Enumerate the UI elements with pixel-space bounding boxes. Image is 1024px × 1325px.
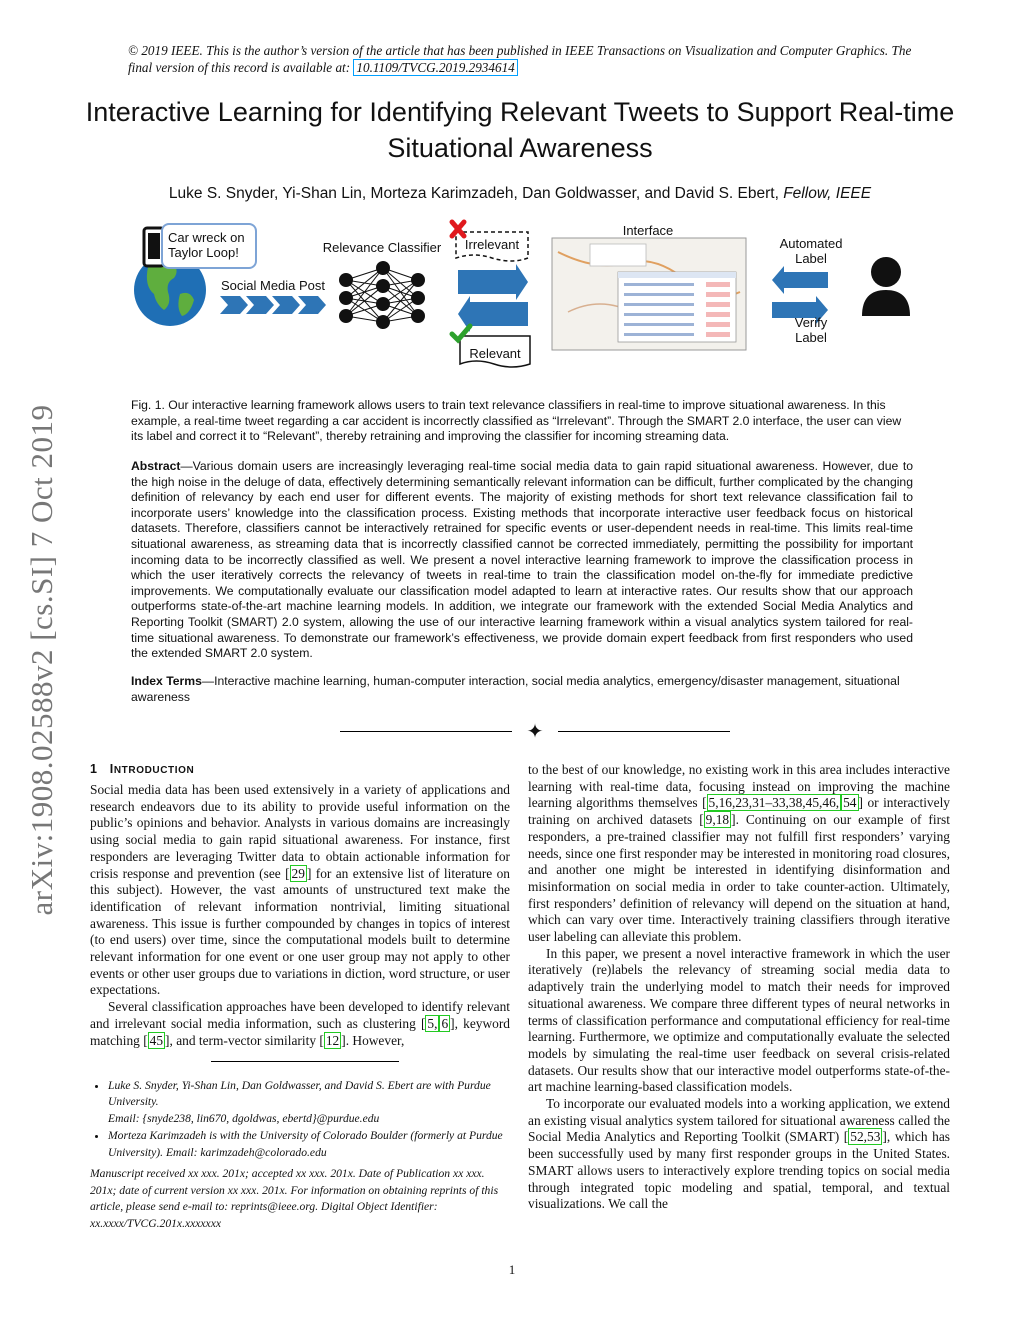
- citation-link[interactable]: 29: [291, 865, 305, 881]
- abstract: [131, 459, 913, 662]
- affiliation-footnotes: [90, 1078, 510, 1162]
- footnote-item: • Luke S. Snyder, Yi-Shan Lin, Dan Goldwasser, and David S. Ebert are with Purdue University. Email: {snyde238, lin670, dgoldwas, ebertd}@purdue.edu: [108, 1078, 510, 1127]
- divider-line-right: [558, 731, 730, 732]
- intro-paragraph-4: In this paper, we present a novel interactive framework in which the user iteratively (re)labels the relevancy of streaming social media data to adaptively train the underlying model to match their needs for improved situational awareness. We compare three different types of neural networks in terms of classification performance and computational efficiency for real-time learning. Furthermore, we optimize and computationally evaluate the selected models by simulating the real-time user feedback on several crisis-related datasets. Our results show that our interactive model outperforms state-of-the-art machine learning-based classification models.: [528, 945, 950, 1095]
- citation-link[interactable]: 6: [441, 1015, 449, 1031]
- author-list: [60, 185, 980, 203]
- section-heading: 1 INTRODUCTION: [90, 762, 195, 776]
- intro-paragraph-1: Social media data has been used extensively in a variety of applications and research endeavors due to its ability to provide useful information on the public’s opinions and behavior. Analysts in various domains are increasingly using social media to gain rapid situational awareness. For instance, first responders are leveraging Twitter data to obtain actionable information for crisis response and prevention (see [ 29 ] for an extensive list of literature on this subject). However, the vast amounts of unstructured text make the identification of relevant information nontrivial, limiting situational awareness. This issue is further compounded by changes in topics of interest (to end users) over time, since the computational models built to determine relevant information for one event or one user group may not apply to other events or other user groups due to variations in diction, word structure, or user expectations.: [90, 782, 510, 998]
- tweet-text: Car wreck on Taylor Loop!: [168, 230, 245, 260]
- automated-label-text: Automated Label: [779, 236, 843, 266]
- index-terms: [131, 674, 913, 705]
- citation-link[interactable]: 52,53: [850, 1129, 881, 1145]
- neural-network-icon: [339, 261, 425, 329]
- intro-paragraph-2: Several classification approaches have been developed to identify relevant and irrelevant social media information, such as clustering [ 5, 6 ], keyword matching [ 45 ], and term-vector similarity [ 12 ]. However,: [90, 999, 510, 1048]
- copyright-text: © 2019 IEEE. This is the author’s version of the article that has been published in IEEE Transactions on Visualization and Computer Graphics. The final version of this record is available at:: [128, 43, 912, 75]
- section-divider: [340, 719, 730, 743]
- left-column: [90, 762, 510, 1049]
- citation-link[interactable]: 5,: [427, 1015, 438, 1031]
- user-icon: [862, 257, 910, 316]
- arxiv-stamp: [18, 380, 66, 940]
- arxiv-stamp-text: arXiv:1908.02588v2 [cs.SI] 7 Oct 2019: [24, 404, 59, 916]
- citation-link[interactable]: 5,16,23,31–33,38,45,46,: [708, 795, 840, 811]
- relevant-label: Relevant: [469, 346, 521, 361]
- footnote-item: • Morteza Karimzadeh is with the University of Colorado Boulder (formerly at Purdue University). Email: karimzadeh@colorado.edu: [108, 1128, 510, 1161]
- page-number: 1: [508, 1262, 516, 1277]
- index-terms-text: —Interactive machine learning, human-computer interaction, social media analytics, emergency/disaster management, situational awareness: [131, 674, 900, 704]
- interface-label: Interface: [622, 223, 674, 238]
- citation-link[interactable]: 45: [149, 1032, 164, 1048]
- right-column: [528, 762, 950, 1213]
- irrelevant-label: Irrelevant: [464, 237, 520, 252]
- footnote-rule: [211, 1061, 399, 1062]
- doi-link[interactable]: 10.1109/TVCG.2019.2934614: [353, 59, 517, 76]
- social-media-post-label: Social Media Post: [220, 278, 326, 293]
- figure-caption: Fig. 1. Our interactive learning framework allows users to train text relevance classifiers in real-time to improve situational awareness. In this example, a real-time tweet regarding a car accident is incorrectly classified as “Irrelevant”. Through the SMART 2.0 interface, the user can view its label and correct it to “Relevant”, thereby retraining and improving the classifier for incoming streaming data.: [131, 398, 902, 443]
- citation-link[interactable]: 54: [843, 795, 857, 811]
- authors-names: Luke S. Snyder, Yi-Shan Lin, Morteza Karimzadeh, Dan Goldwasser, and David S. Ebert,: [168, 185, 779, 202]
- divider-line-left: [340, 731, 512, 732]
- arrow-automated-label: [772, 266, 828, 294]
- copyright-notice: [128, 42, 918, 76]
- index-terms-label: Index Terms: [131, 674, 202, 688]
- post-arrows: [220, 296, 326, 314]
- divider-ornament-icon: ✦: [526, 719, 544, 743]
- citation-link[interactable]: 9,18: [705, 812, 730, 828]
- figure-1: [128, 212, 928, 388]
- manuscript-note: Manuscript received xx xxx. 201x; accepted xx xxx. 201x. Date of Publication xx xxx. 201x; date of current version xx xxx. 201x. For information on obtaining reprints of this article, please send e-mail to: reprints@ieee.org. Digital Object Identifier: xx.xxxx/TVCG.201x.xxxxxxx: [90, 1167, 499, 1230]
- intro-paragraph-5: To incorporate our evaluated models into a working application, we extend an existing visual analytics system tailored for situational awareness called the Social Media Analytics and Reporting Toolkit (SMART) [ 52,53 ], which has been successfully used by many first responder groups in the United States. SMART allows users to interactively explore trending topics on social media through integrated topic modeling and spatial, temporal, and textual visualizations. We call the: [528, 1096, 950, 1212]
- arrow-right-1: [458, 264, 528, 300]
- abstract-text: —Various domain users are increasingly leveraging real-time social media data to gain rapid situational awareness. However, due to the high noise in the deluge of data, effectively determining semantically relevant information can be difficult, further complicated by the changing definition of relevancy by each end user for different events. The majority of existing methods for short text relevance classification fail to incorporate users’ knowledge into the classification process. Existing methods that incorporate interactive user feedback focus on historical datasets. Therefore, classifiers cannot be interactively retrained for specific events or user-dependent needs in real-time. This limits real-time situational awareness, as streaming data that is incorrectly classified cannot be corrected immediately, permitting the possibility for important incoming data to be incorrectly classified as well. We present a novel interactive learning framework to improve the classification process in which the user iteratively corrects the relevancy of tweets in real-time to train the classification model on-the-fly for immediate predictive improvements. We computationally evaluate our classification model adapted to learn at interactive rates. Our results show that our approach outperforms state-of-the-art machine learning models. In addition, we integrate our framework with the extended Social Media Analytics and Reporting Toolkit (SMART) 2.0 system, allowing the use of our interactive learning framework within a visual analytics system tailored for real-time situational awareness. To demonstrate our framework’s effectiveness, we provide domain expert feedback from first responders who used the extended SMART 2.0 system.: [131, 459, 913, 661]
- relevance-classifier-label: Relevance Classifier: [322, 240, 442, 255]
- interface-screenshot: [552, 238, 746, 350]
- paper-title: Interactive Learning for Identifying Relevant Tweets to Support Real-time Situational Awareness: [85, 97, 955, 163]
- abstract-label: Abstract: [131, 459, 181, 473]
- citation-link[interactable]: 12: [325, 1032, 340, 1048]
- intro-paragraph-3: to the best of our knowledge, no existing work in this area includes interactive learning with real-time data, focusing instead on improving the machine learning algorithms themselves [ 5,16,23,31–33,38,45,46, 54 ] or interactively training on archived datasets [ 9,18 ]. Continuing on our example of first responders, a pre-trained classifier may not fulfill first responders’ varying needs, since one first responder may be interested in monitoring road closures, and another one might be interested in identifying disinformation and misinformation on social media in order to take counter-action. Ultimately, first responders’ definition of relevancy will depend on the situation at hand, which can vary over time. Interactively training classifiers through iterative user labeling can alleviate this problem.: [528, 762, 950, 945]
- fellow-designation: Fellow, IEEE: [783, 185, 872, 202]
- verify-label-text: Verify Label: [794, 315, 828, 345]
